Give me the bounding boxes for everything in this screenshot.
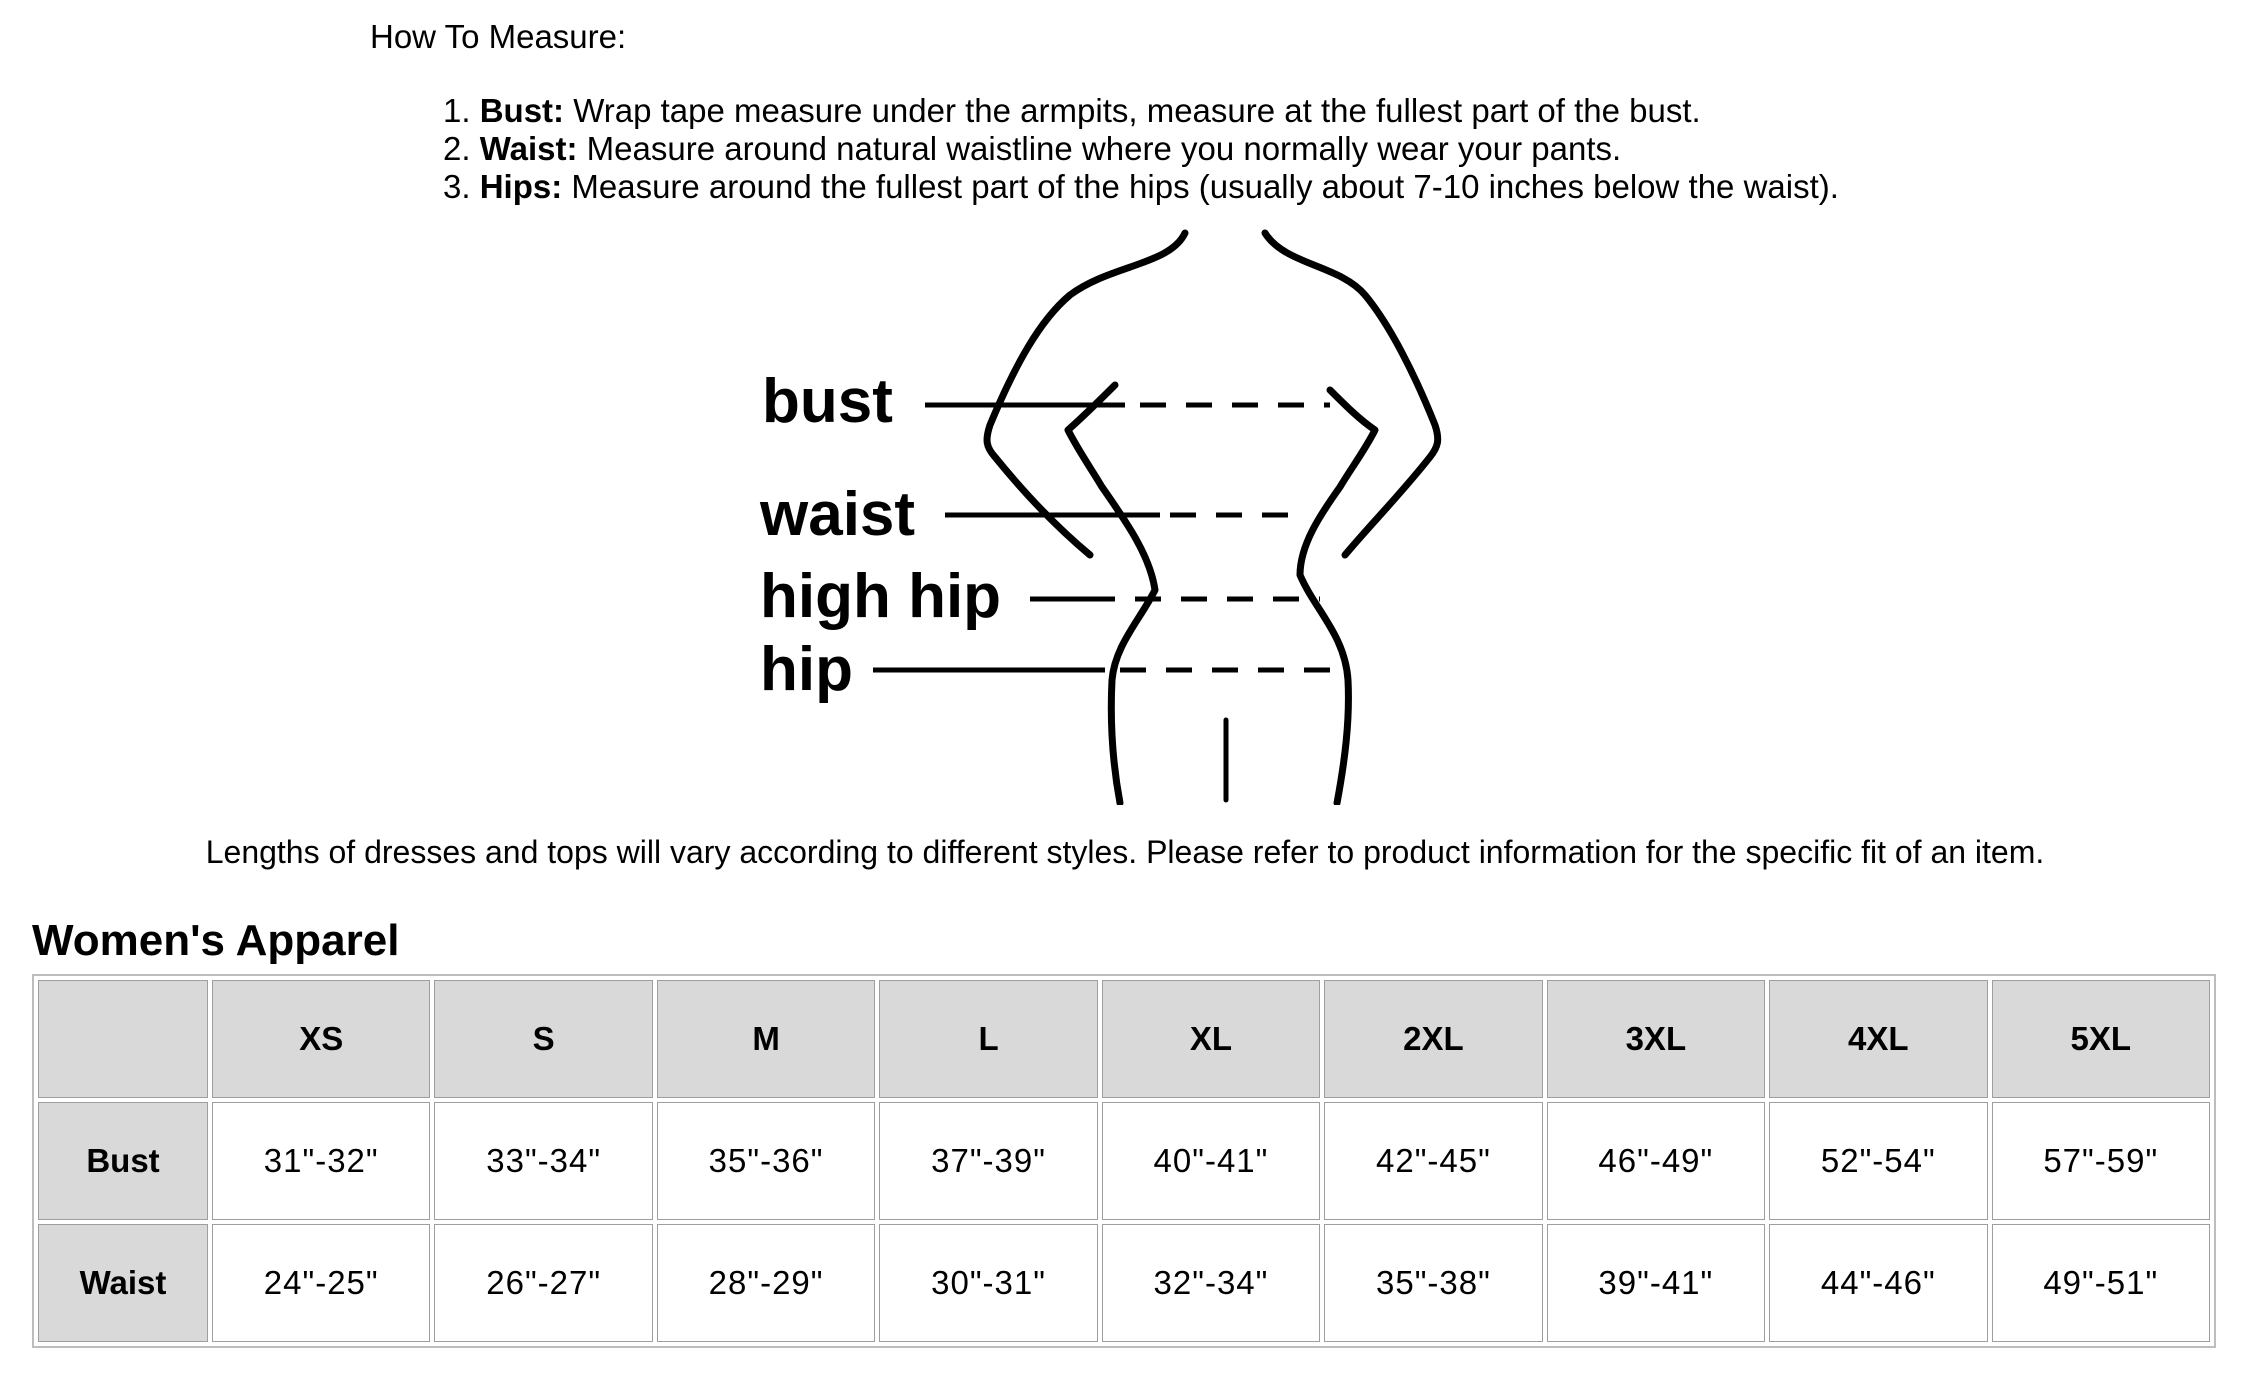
measurement-cell: 33"-34" [434,1102,652,1220]
corner-cell [38,980,208,1098]
measurement-cell: 39"-41" [1547,1224,1765,1342]
measurement-cell: 44"-46" [1769,1224,1987,1342]
size-column-header: XS [212,980,430,1098]
body-measurement-figure [740,225,1480,805]
measurement-cell: 35"-36" [657,1102,875,1220]
step-number: 2. [443,130,471,167]
size-column-header: M [657,980,875,1098]
table-row-waist [38,1224,2210,1342]
measure-step-hips [443,168,1839,206]
step-text: Wrap tape measure under the armpits, measure at the fullest part of the bust. [564,92,1701,129]
row-header: Bust [38,1102,208,1220]
measurement-cell: 28"-29" [657,1224,875,1342]
measurement-cell: 52"-54" [1769,1102,1987,1220]
step-term: Waist: [479,130,578,167]
step-term: Hips: [479,168,563,205]
measurement-cell: 32"-34" [1102,1224,1320,1342]
how-to-measure-title: How To Measure: [370,18,627,55]
row-header: Waist [38,1224,208,1342]
measurement-labels [759,367,1001,704]
table-title: Women's Apparel [32,916,400,965]
measurement-cell: 30"-31" [879,1224,1097,1342]
measurement-cell: 46"-49" [1547,1102,1765,1220]
measurement-cell: 37"-39" [879,1102,1097,1220]
step-term: Bust: [479,92,565,129]
measurement-cell: 40"-41" [1102,1102,1320,1220]
hip-label: hip [760,635,853,704]
high-hip-label: high hip [760,562,1002,631]
table-row-bust [38,1102,2210,1220]
measurement-cell: 26"-27" [434,1224,652,1342]
waist-label: waist [760,480,916,549]
measurement-cell: 57"-59" [1992,1102,2211,1220]
measure-step-bust [443,92,1839,130]
size-column-header: 4XL [1769,980,1987,1098]
step-text: Measure around natural waistline where you normally wear your pants. [577,130,1622,167]
length-note: Lengths of dresses and tops will vary according to different styles. Please refer to product information for the specific fit of an item. [205,834,2045,870]
size-column-header: L [879,980,1097,1098]
measurement-cell: 49"-51" [1992,1224,2211,1342]
step-number: 3. [443,168,471,205]
measure-step-waist [443,130,1839,168]
body-outline [987,233,1438,803]
size-column-header: 2XL [1324,980,1542,1098]
measurement-cell: 31"-32" [212,1102,430,1220]
size-column-header: S [434,980,652,1098]
size-column-header: 3XL [1547,980,1765,1098]
size-chart-table [32,974,2216,1348]
size-column-header: XL [1102,980,1320,1098]
measure-steps-list [443,92,1839,206]
measurement-cell: 35"-38" [1324,1224,1542,1342]
bust-label: bust [762,367,893,436]
size-header-row [38,980,2210,1098]
measurement-cell: 24"-25" [212,1224,430,1342]
size-column-header: 5XL [1992,980,2211,1098]
step-number: 1. [443,92,471,129]
step-text: Measure around the fullest part of the hips (usually about 7-10 inches below the waist). [562,168,1839,205]
measurement-cell: 42"-45" [1324,1102,1542,1220]
